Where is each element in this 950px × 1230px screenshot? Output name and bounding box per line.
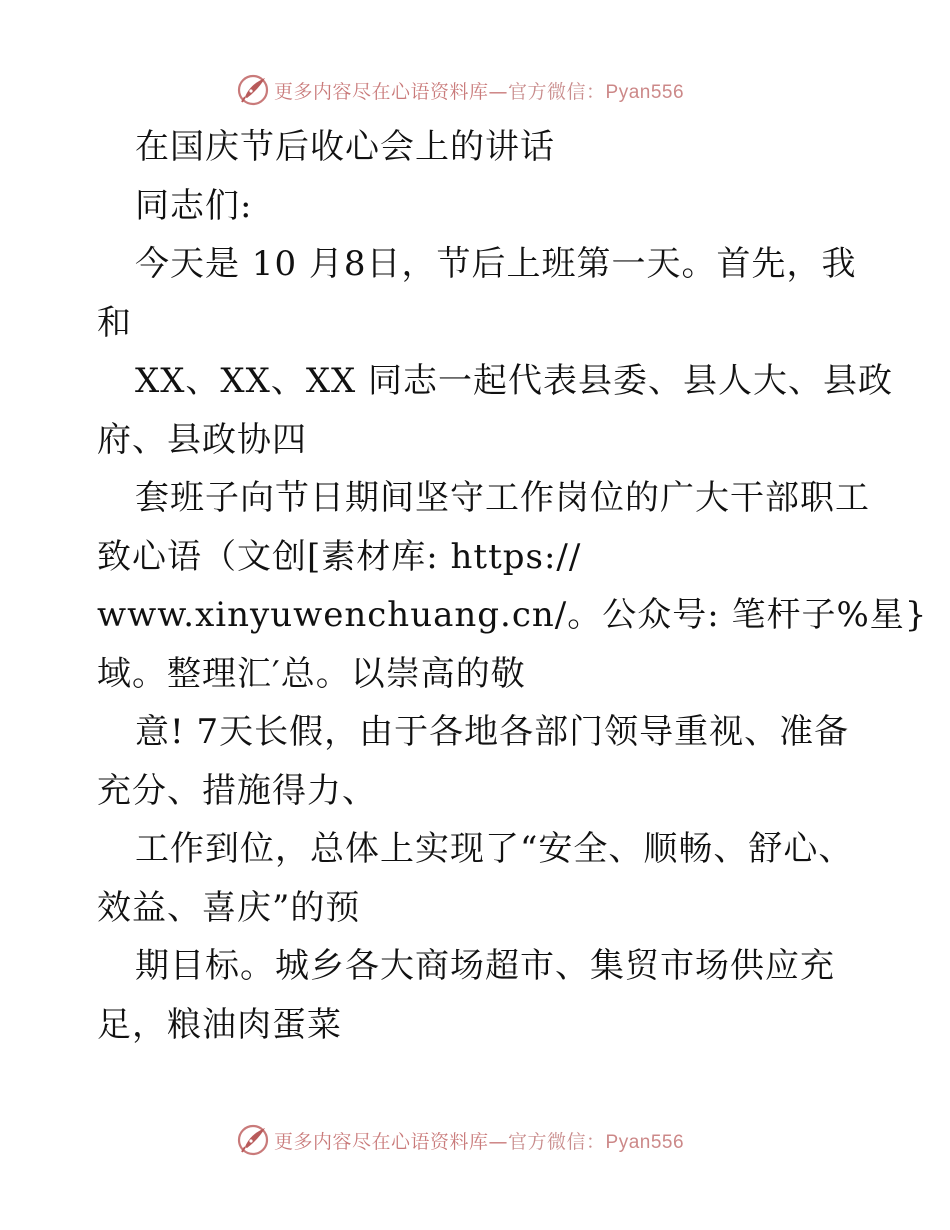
banner-text <box>274 77 684 104</box>
paragraph-line: 足，粮油肉蛋菜 <box>97 1004 342 1045</box>
banner-wechat-id: Pyan556 <box>605 81 685 103</box>
footer-watermark-banner <box>0 1120 950 1160</box>
banner-prefix: 更多内容尽在心语资料库— <box>274 1130 509 1153</box>
paragraph-line: 效益、喜庆”的预 <box>97 887 361 928</box>
banner-text <box>274 1127 684 1154</box>
salutation: 同志们: <box>135 185 253 226</box>
paragraph-line: 今天是 10 月8日，节后上班第一天。首先，我 <box>135 244 857 284</box>
banner-wechat-label: 官方微信： <box>508 1130 606 1153</box>
paragraph-line: 期目标。城乡各大商场超市、集贸市场供应充 <box>135 946 835 986</box>
banner-prefix: 更多内容尽在心语资料库— <box>274 80 509 103</box>
paragraph-line: 充分、措施得力、 <box>97 770 377 811</box>
paragraph-line: www.xinyuwenchuang.cn/。公众号: 笔杆子%星} <box>97 595 928 635</box>
paragraph-line: 域。整理汇′总。以崇高的敬 <box>97 653 526 694</box>
document-title: 在国庆节后收心会上的讲话 <box>135 127 555 167</box>
paragraph-line: XX、XX、XX 同志一起代表县委、县人大、县政 <box>135 361 894 401</box>
banner-wechat-id: Pyan556 <box>605 1131 685 1153</box>
paragraph-line: 府、县政协四 <box>97 419 307 460</box>
paragraph-line: 和 <box>97 302 132 343</box>
header-watermark-banner <box>0 70 950 110</box>
paragraph-line: 致心语（文创[素材库: https:// <box>97 536 582 577</box>
quill-pen-logo-icon <box>236 1123 270 1157</box>
paragraph-line: 意! 7天长假，由于各地各部门领导重视、准备 <box>135 712 850 752</box>
paragraph-line: 套班子向节日期间坚守工作岗位的广大干部职工 <box>135 478 870 518</box>
banner-wechat-label: 官方微信： <box>508 80 606 103</box>
quill-pen-logo-icon <box>236 73 270 107</box>
paragraph-line: 工作到位，总体上实现了“安全、顺畅、舒心、 <box>135 829 854 869</box>
document-body <box>97 118 928 1054</box>
